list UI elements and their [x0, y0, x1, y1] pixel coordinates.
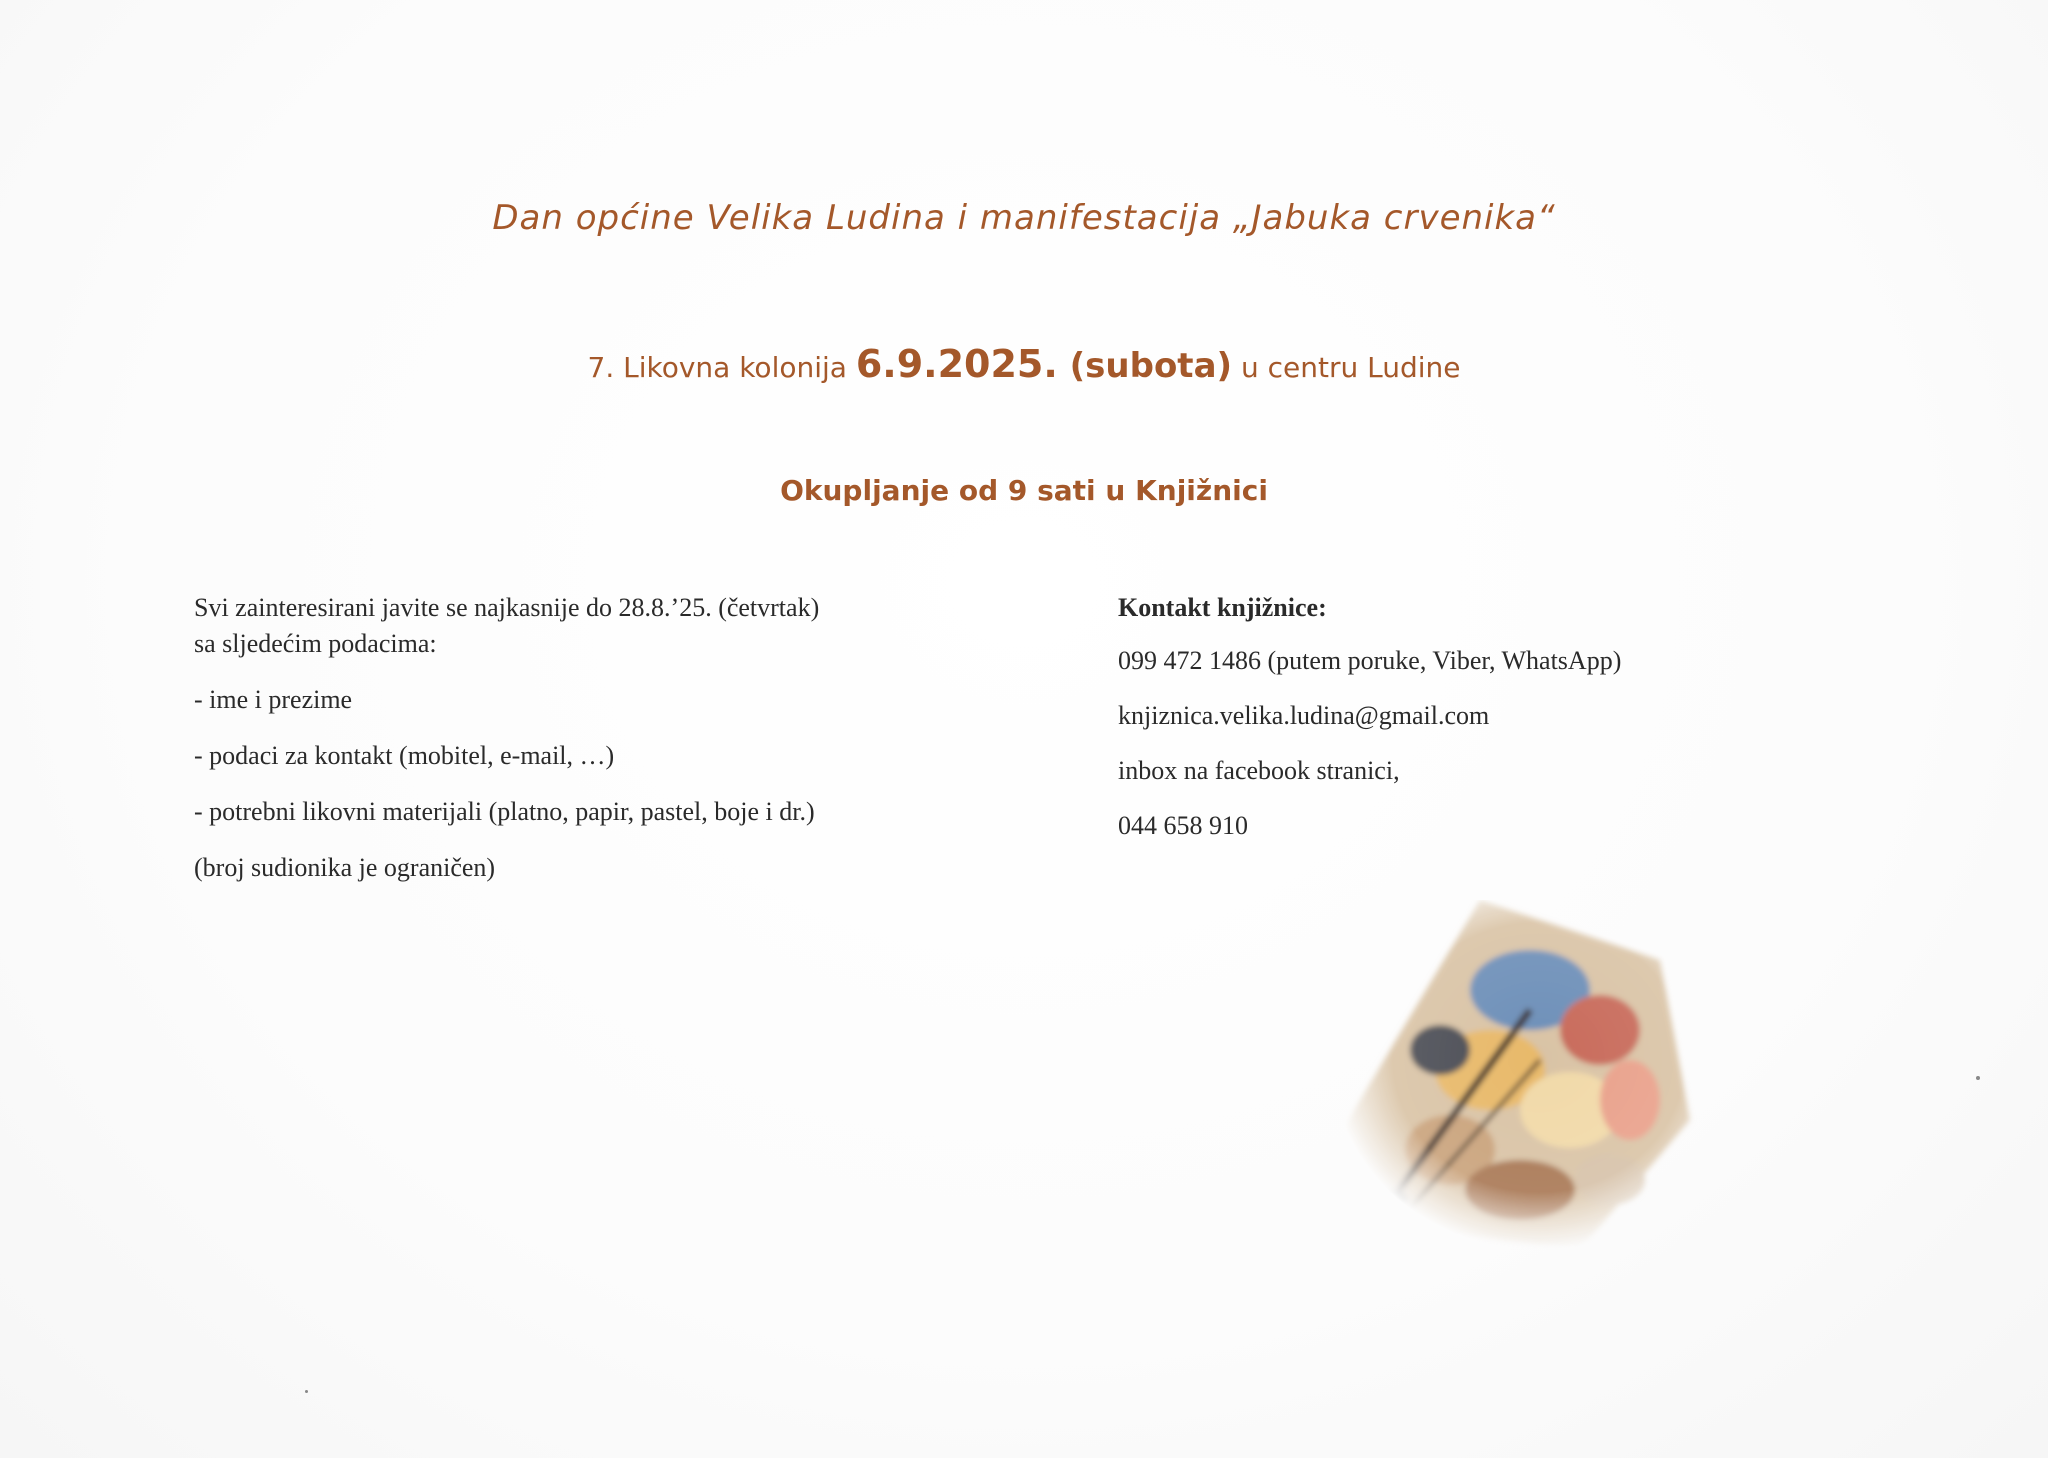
contact-email[interactable]: knjiznica.velika.ludina@gmail.com — [1118, 701, 1490, 730]
event-title: Dan općine Velika Ludina i manifestacija „Jabuka crvenika“ — [492, 198, 1556, 238]
paint-palette-illustration — [1330, 900, 1710, 1250]
contact-landline[interactable]: 044 658 910 — [1118, 811, 1248, 840]
gathering-info: Okupljanje od 9 sati u Knjižnici — [780, 474, 1268, 507]
contact-heading: Kontakt knjižnice: — [1118, 593, 1327, 622]
subtitle-prefix: 7. Likovna kolonija — [587, 351, 856, 384]
colony-subtitle — [0, 342, 2048, 386]
list-item: - podaci za kontakt (mobitel, e-mail, …) — [194, 741, 615, 770]
event-day: (subota) — [1057, 346, 1233, 386]
contact-facebook: inbox na facebook stranici, — [1118, 756, 1400, 785]
scan-speck — [305, 1390, 308, 1393]
subtitle-location: u centru Ludine — [1232, 351, 1461, 384]
participant-limit-note: (broj sudionika je ograničen) — [194, 853, 496, 882]
contact-phone[interactable]: 099 472 1486 (putem poruke, Viber, WhatsApp) — [1118, 646, 1622, 675]
registration-info — [194, 590, 906, 886]
list-item: - potrebni likovni materijali (platno, papir, pastel, boje i dr.) — [194, 797, 815, 826]
intro-line-2: sa sljedećim podacima: — [194, 629, 437, 658]
list-item: - ime i prezime — [194, 685, 353, 714]
event-date: 6.9.2025. — [855, 342, 1058, 386]
scan-speck — [1976, 1076, 1980, 1080]
registration-intro — [194, 590, 906, 662]
intro-line-1: Svi zainteresirani javite se najkasnije do 28.8.’25. (četvrtak) — [194, 593, 820, 622]
contact-info — [1118, 590, 1838, 863]
